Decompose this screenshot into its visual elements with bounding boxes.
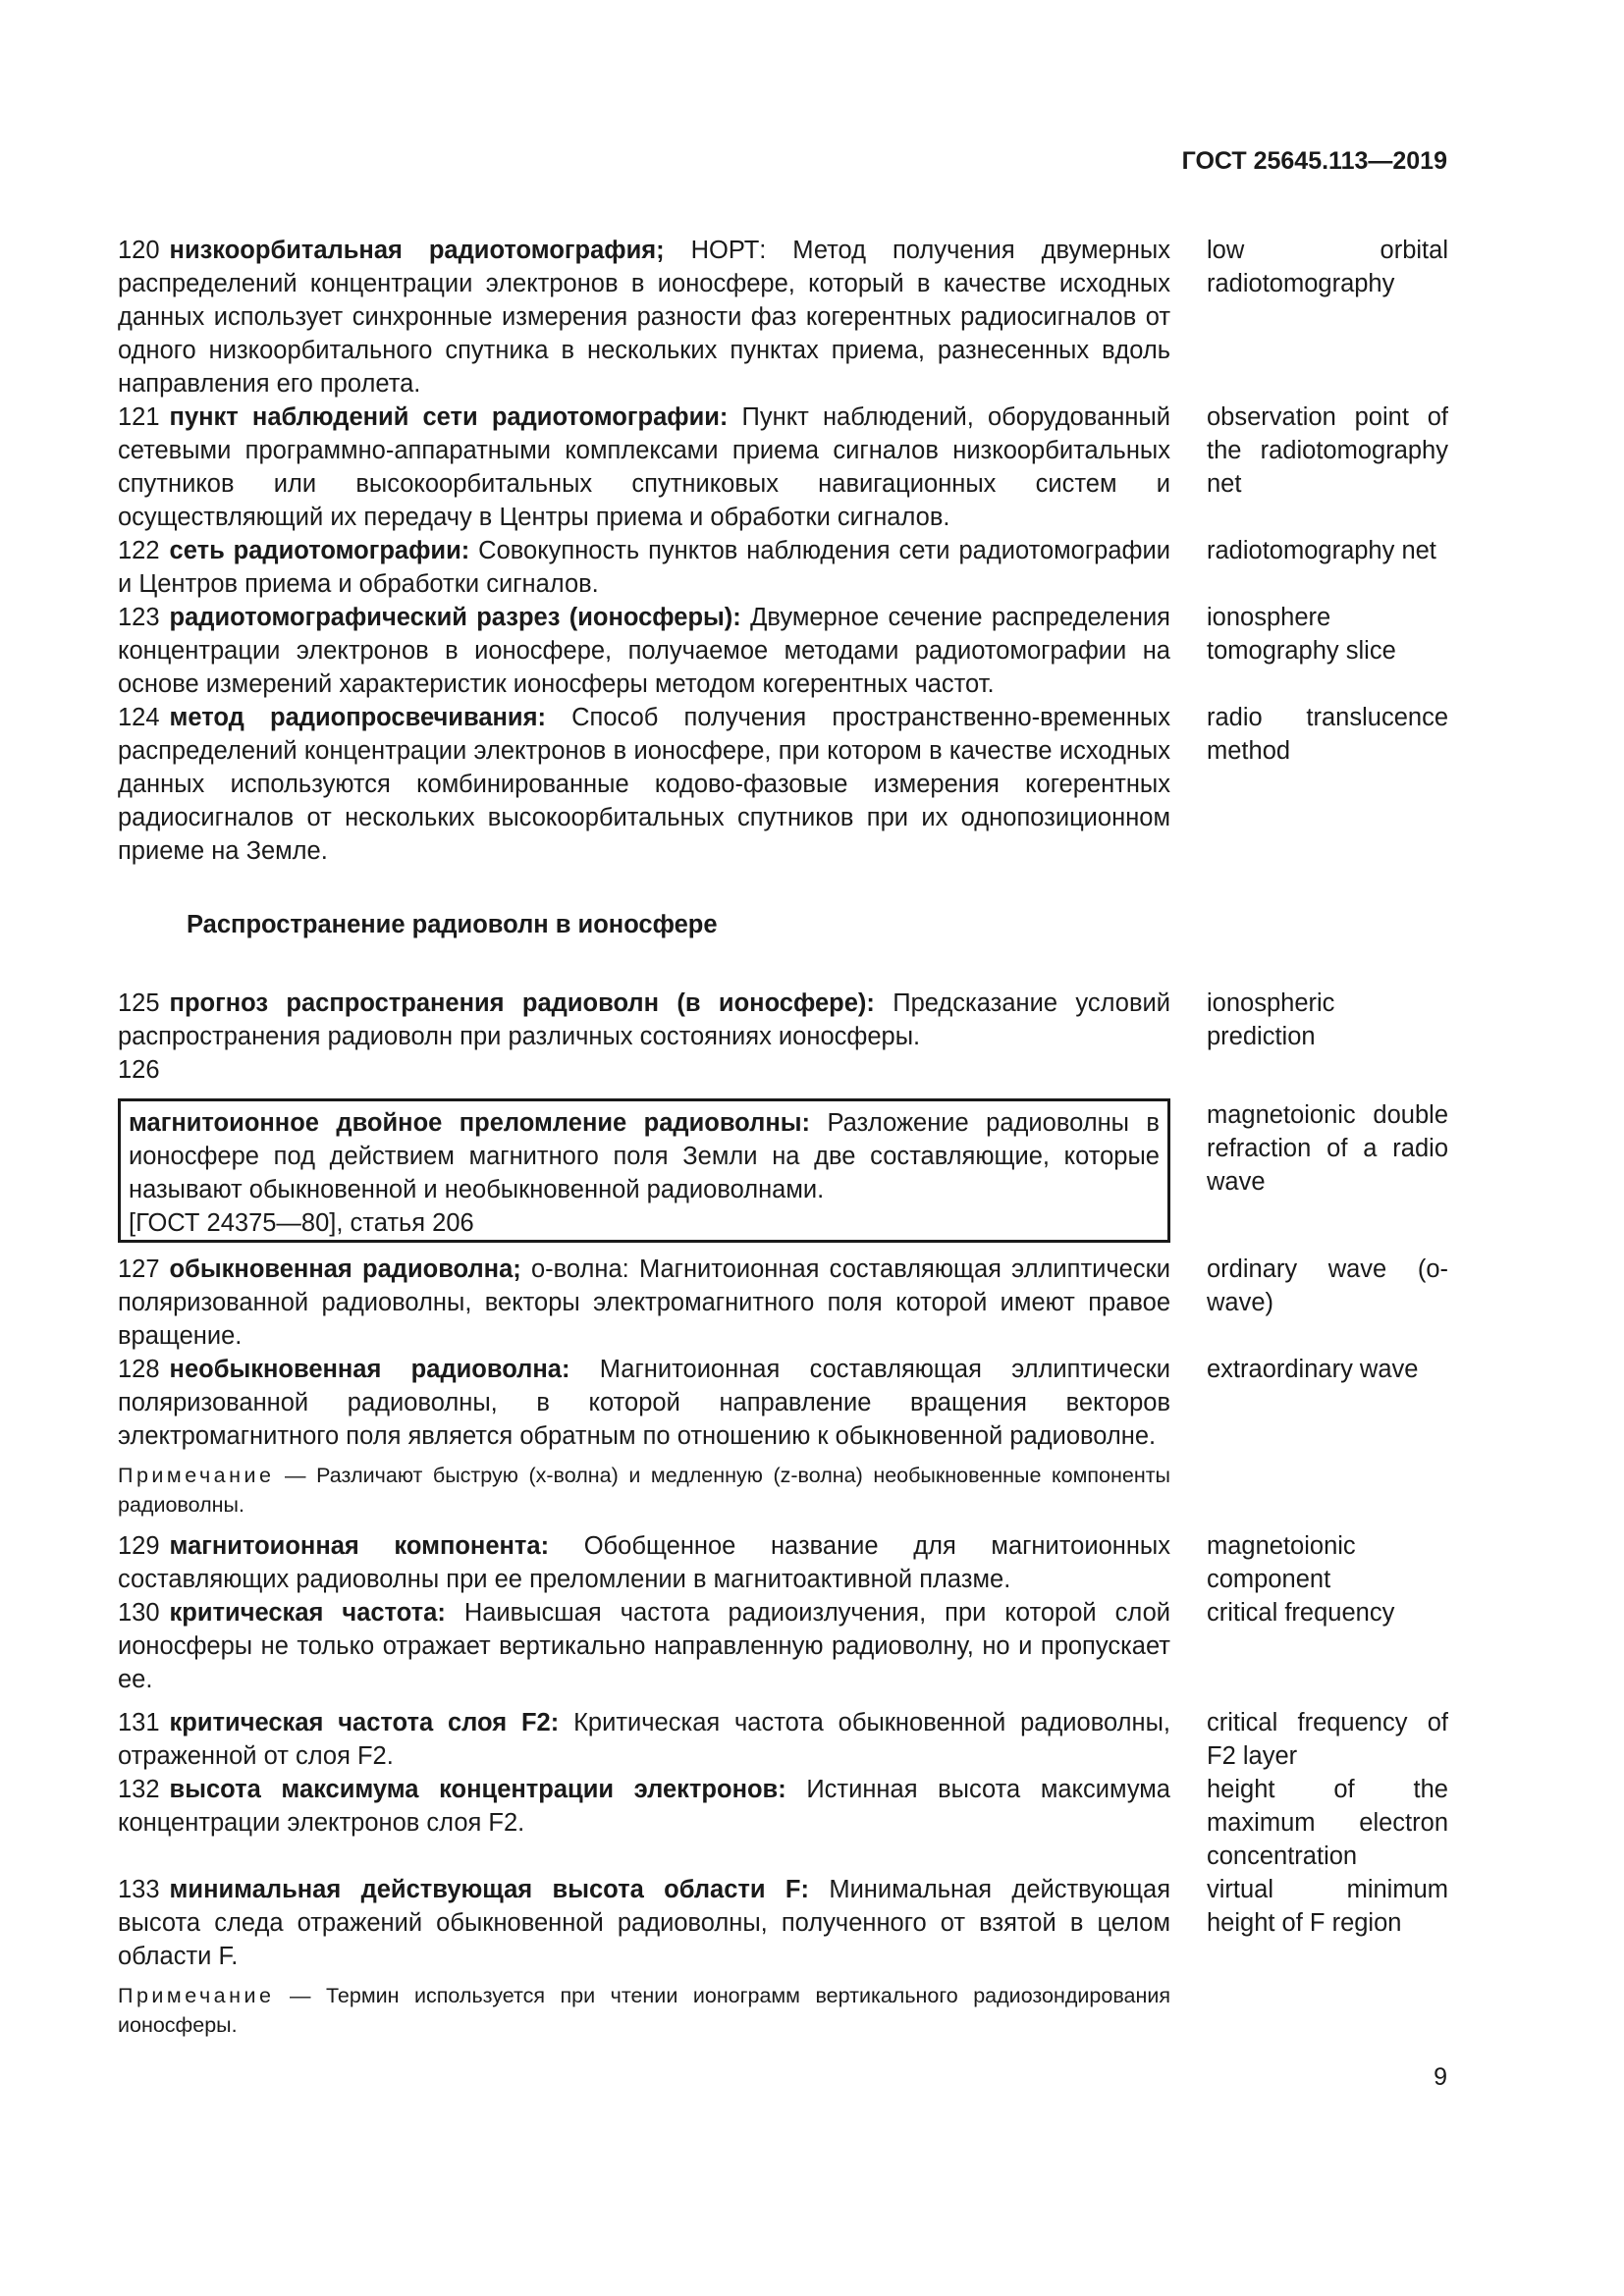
entry-definition: о-волна: Магнитоионная составляющая эллиптически поляризованной радиоволны, векторы электромагнитного поля которой имеют правое вращение. (118, 1255, 1170, 1350)
entry-text (118, 987, 1170, 1087)
entry-definition: Минимальная действующая высота следа отражений обыкновенной радиоволны, полученного от взятой в целом области F. (118, 1876, 1171, 1970)
term-entry (118, 601, 1448, 701)
entry-text (118, 400, 1170, 534)
entry-number: 131 (118, 1709, 160, 1736)
note-spacer (1207, 1973, 1448, 2050)
entry-text (118, 1596, 1170, 1696)
entry-definition: Наивысшая частота радиоизлучения, при которой слой ионосферы не только отражает вертикально направленную радиоволну, но и пропускает ее. (118, 1599, 1171, 1693)
entry-definition: Совокупность пунктов наблюдения сети радиотомографии и Центров приема и обработки сигналов. (118, 537, 1170, 598)
entry-definition: НОРТ: Метод получения двумерных распределений концентрации электронов в ионосфере, который в качестве исходных данных использует синхронные измерения разности фаз когерентных радиосигналов от одного низкоорбитального спутника в нескольких пунктах приема, разнесенных вдоль направления его пролета. (118, 237, 1170, 398)
entry-text (118, 701, 1170, 868)
entry-term: метод радиопросвечивания: (169, 704, 546, 731)
entry-term: необыкновенная радиоволна: (169, 1356, 570, 1383)
entry-english-term: ionosphere tomography slice (1207, 604, 1396, 665)
entry-number: 125 (118, 989, 160, 1017)
entry-english-term: magnetoionic component (1207, 1532, 1356, 1593)
note-text: — Различают быструю (x-волна) и медленную (z-волна) необыкновенные компоненты радиоволны. (118, 1464, 1170, 1517)
entry-english-term: extraordinary wave (1207, 1356, 1419, 1383)
note-label: Примечание (118, 1984, 275, 2007)
entry-english-term: low orbital radiotomography (1207, 237, 1448, 297)
term-entry (118, 987, 1448, 1087)
entry-text (118, 1773, 1170, 1873)
entry-definition: Способ получения пространственно-временных распределений концентрации электронов в ионосфере, при котором в качестве исходных данных используются комбинированные кодово-фазовые измерения когерентных радиосигналов от нескольких высокоорбитальных спутников при их однопозиционном приеме на Земле. (118, 704, 1170, 865)
term-entry (118, 701, 1448, 868)
entry-number: 129 (118, 1532, 160, 1560)
term-entry (118, 400, 1448, 534)
document-header: ГОСТ 25645.113—2019 (1181, 147, 1447, 175)
entry-english-term: radio translucence method (1207, 704, 1448, 765)
entry-definition: Предсказание условий распространения радиоволн при различных состояниях ионосферы. (118, 989, 1170, 1050)
note (118, 1981, 1170, 2040)
entry-term: низкоорбитальная радиотомография; (169, 237, 665, 264)
entry-number: 122 (118, 537, 160, 564)
entry-english-term: height of the maximum electron concentration (1207, 1776, 1448, 1870)
entry-english-term: observation point of the radiotomography net (1207, 403, 1448, 498)
entry-number: 128 (118, 1356, 160, 1383)
entry-text (118, 534, 1170, 601)
term-entry (118, 1596, 1448, 1696)
entry-english-term: ordinary wave (о-wave) (1207, 1255, 1448, 1316)
entry-term: магнитоионное двойное преломление радиоволны: (129, 1109, 810, 1137)
entry-term: прогноз распространения радиоволн (в ионосфере): (169, 989, 875, 1017)
entry-definition: Магнитоионная составляющая эллиптически поляризованной радиоволны, в которой направление вращения векторов электромагнитного поля является обратным по отношению к обыкновенной радиоволне. (118, 1356, 1171, 1450)
entry-text (118, 601, 1170, 701)
entry-number: 120 (118, 237, 160, 264)
entry-term: критическая частота слоя F2: (169, 1709, 560, 1736)
note-spacer (1207, 1453, 1448, 1529)
note-row (118, 1453, 1448, 1529)
note-row (118, 1973, 1448, 2050)
entry-number: 123 (118, 604, 160, 631)
entry-text (118, 1529, 1170, 1596)
entry-number: 130 (118, 1599, 160, 1627)
entry-term: сеть радиотомографии: (169, 537, 470, 564)
term-entry (118, 234, 1448, 400)
term-entry (118, 1253, 1448, 1353)
note-label: Примечание (118, 1464, 275, 1487)
entry-number: 132 (118, 1776, 160, 1803)
source-reference: [ГОСТ 24375—80], статья 206 (129, 1209, 474, 1237)
page-number: 9 (1434, 2063, 1447, 2091)
entry-definition: Пункт наблюдений, оборудованный сетевыми программно-аппаратными комплексами приема сигналов низкоорбитальных спутников или высокоорбитальных спутниковых навигационных систем и осуществляющий их передачу в Центры приема и обработки сигналов. (118, 403, 1170, 531)
entry-term: пункт наблюдений сети радиотомографии: (169, 403, 729, 431)
entry-term: минимальная действующая высота области F: (169, 1876, 809, 1903)
term-entry (118, 1353, 1448, 1453)
entry-term: высота максимума концентрации электронов: (169, 1776, 786, 1803)
boxed-definition (118, 1098, 1170, 1243)
entry-english-term: critical frequency of F2 layer (1207, 1709, 1448, 1770)
term-entry (118, 1706, 1448, 1773)
entry-text (118, 1873, 1170, 1973)
term-entry-boxed (118, 1087, 1448, 1243)
entry-number: 126 (118, 1056, 160, 1084)
entry-text (118, 234, 1170, 400)
entry-term: критическая частота: (169, 1599, 446, 1627)
entry-term: магнитоионная компонента: (169, 1532, 550, 1560)
entry-text (118, 1253, 1170, 1353)
entry-english-term: magnetoionic double refraction of a radio wave (1207, 1101, 1448, 1196)
term-entry (118, 1873, 1448, 1973)
entry-definition: Обобщенное название для магнитоионных составляющих радиоволны при ее преломлении в магнитоактивной плазме. (118, 1532, 1170, 1593)
entry-definition: Двумерное сечение распределения концентрации электронов в ионосфере, получаемое методами радиотомографии на основе измерений характеристик ионосферы методом когерентных частот. (118, 604, 1170, 698)
entry-term: радиотомографический разрез (ионосферы): (169, 604, 741, 631)
entry-number: 133 (118, 1876, 160, 1903)
entry-english-term: radiotomography net (1207, 537, 1436, 564)
entry-english-term: virtual minimum height of F region (1207, 1876, 1448, 1937)
term-entry (118, 1529, 1448, 1596)
entry-english-term: critical frequency (1207, 1599, 1395, 1627)
note-text: — Термин используется при чтении ионограмм вертикального радиозондирования ионосферы. (118, 1984, 1170, 2037)
note (118, 1461, 1170, 1520)
entry-text (118, 1353, 1170, 1453)
entry-number: 121 (118, 403, 160, 431)
section-heading: Распространение радиоволн в ионосфере (187, 911, 718, 938)
term-entries (118, 234, 1448, 2050)
term-entry (118, 534, 1448, 601)
entry-definition: Разложение радиоволны в ионосфере под действием магнитного поля Земли на две составляющие, которые называют обыкновенной и необыкновенной радиоволнами. (129, 1109, 1160, 1203)
term-entry (118, 1773, 1448, 1873)
entry-definition: Истинная высота максимума концентрации электронов слоя F2. (118, 1776, 1170, 1837)
entry-text (118, 1706, 1170, 1773)
entry-definition: Критическая частота обыкновенной радиоволны, отраженной от слоя F2. (118, 1709, 1170, 1770)
entry-english-term: ionospheric prediction (1207, 989, 1335, 1050)
entry-term: обыкновенная радиоволна; (169, 1255, 521, 1283)
entry-number: 124 (118, 704, 160, 731)
entry-number: 127 (118, 1255, 160, 1283)
